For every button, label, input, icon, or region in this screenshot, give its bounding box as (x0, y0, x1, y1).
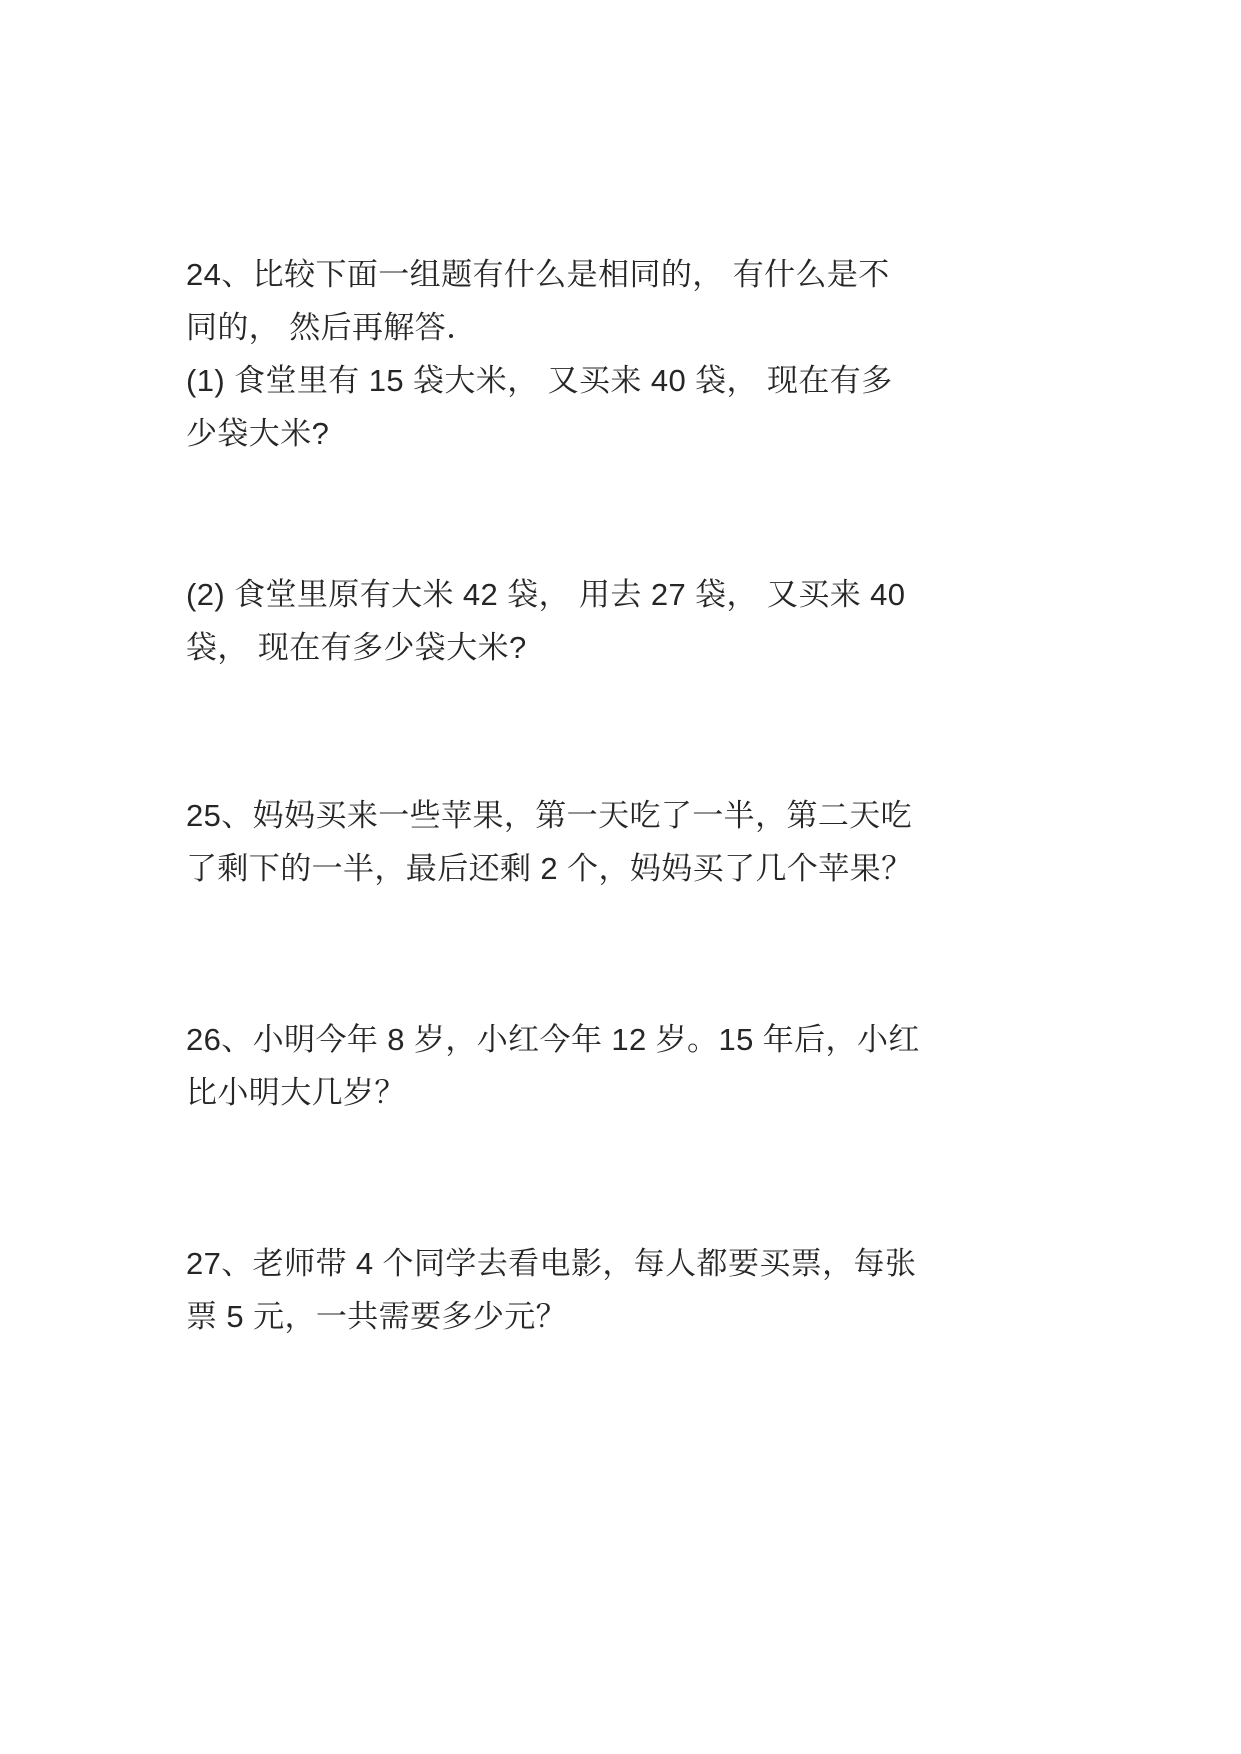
question-27-line-2: 票 5 元，一共需要多少元？ (186, 1299, 568, 1334)
question-27 (186, 1237, 1091, 1343)
question-26-line-1: 26、小明今年 8 岁，小红今年 12 岁。15 年后，小红 (186, 1022, 920, 1057)
question-24-line-2: 同的， 然后再解答． (186, 310, 478, 345)
question-24-line-1: 24、比较下面一组题有什么是相同的， 有什么是不 (186, 257, 890, 292)
question-24-part1-line-2: 少袋大米? (186, 416, 330, 451)
question-26-line-2: 比小明大几岁？ (186, 1075, 406, 1110)
question-25 (186, 789, 1091, 895)
question-24-part1-line-1: (1) 食堂里有 15 袋大米， 又买来 40 袋， 现在有多 (186, 363, 893, 398)
question-24-part2-line-1: (2) 食堂里原有大米 42 袋， 用去 27 袋， 又买来 40 (186, 577, 906, 612)
question-24-part2 (186, 568, 1091, 674)
question-24-part2-line-2: 袋， 现在有多少袋大米? (186, 630, 527, 665)
question-25-line-1: 25、妈妈买来一些苹果，第一天吃了一半，第二天吃 (186, 798, 913, 833)
answer-space-24b (186, 674, 1091, 789)
question-26 (186, 1013, 1091, 1119)
question-27-line-1: 27、老师带 4 个同学去看电影，每人都要买票，每张 (186, 1246, 917, 1281)
answer-space-26 (186, 1119, 1091, 1237)
question-25-line-2: 了剩下的一半，最后还剩 2 个，妈妈买了几个苹果？ (186, 851, 913, 886)
answer-space-24a (186, 460, 1091, 568)
question-24 (186, 248, 1091, 460)
answer-space-25 (186, 895, 1091, 1013)
